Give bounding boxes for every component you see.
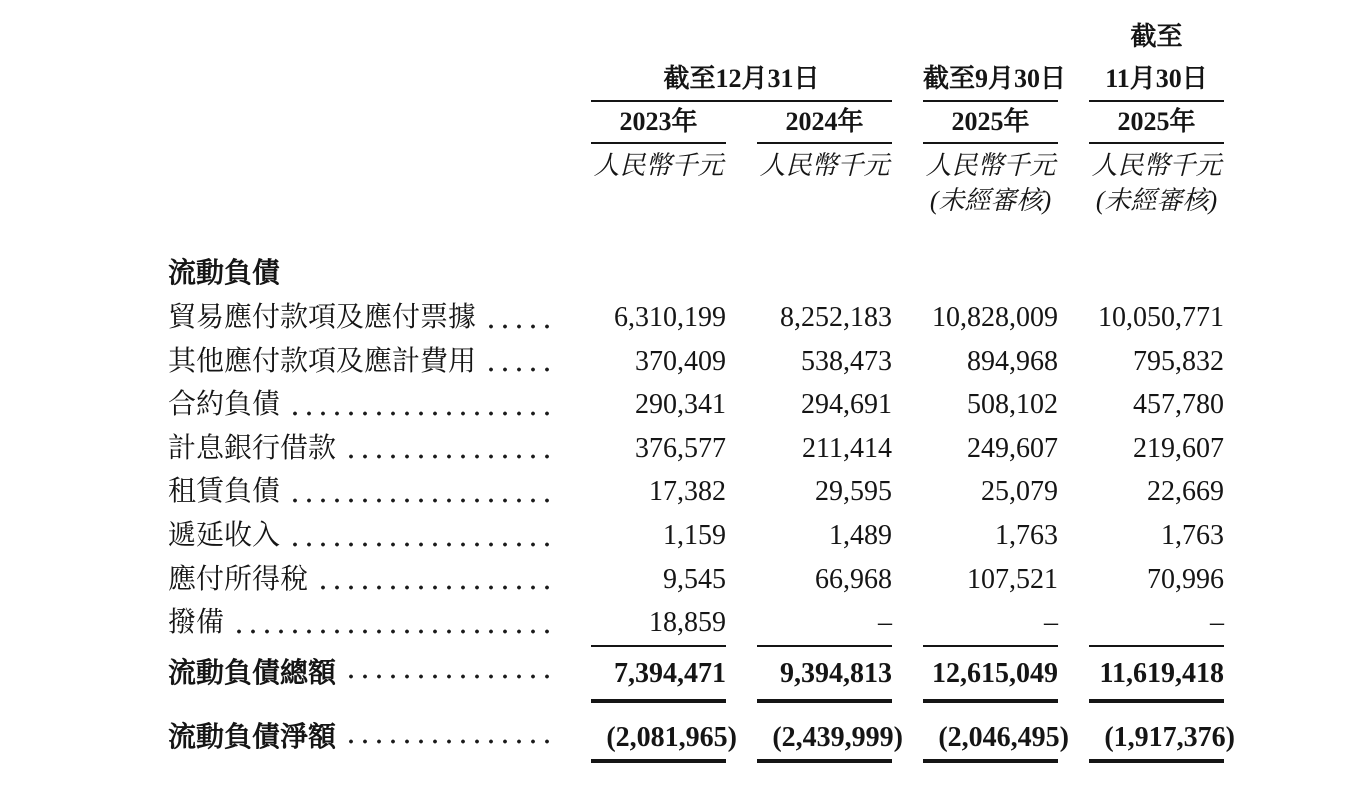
dot-leader	[342, 721, 556, 763]
table-cell: –	[1210, 607, 1224, 639]
table-cell: 457,780	[1133, 389, 1224, 421]
header-year-2025-sep: 2025年	[923, 102, 1058, 144]
unit-label-col4: 人民幣千元	[1091, 151, 1222, 180]
table-cell: 294,691	[801, 389, 892, 421]
table-row	[168, 383, 1225, 427]
double-rule	[757, 759, 892, 763]
table-cell: 1,159	[663, 519, 726, 551]
header-row-pre	[168, 16, 1225, 58]
row-label: 合約負債	[168, 389, 281, 421]
dot-leader	[342, 657, 556, 703]
table-cell: 1,763	[1161, 519, 1224, 551]
unit-label-col2: 人民幣千元	[759, 151, 890, 180]
table-cell: 795,832	[1133, 345, 1224, 377]
row-label: 應付所得稅	[168, 563, 309, 595]
dot-leader	[342, 427, 556, 471]
header-col4-period: 11月30日	[1089, 58, 1224, 102]
table-cell: 1,489	[829, 519, 892, 551]
table-cell: 249,607	[967, 432, 1058, 464]
table-cell: 17,382	[649, 476, 726, 508]
unaudited-note-col3: (未經審核)	[929, 186, 1052, 215]
unit-label-col3: 人民幣千元	[925, 151, 1056, 180]
table-cell: 538,473	[801, 345, 892, 377]
header-year-2025-nov: 2025年	[1089, 102, 1224, 144]
table-cell: 376,577	[635, 432, 726, 464]
net-cell: (1,917,376)	[1104, 721, 1235, 753]
double-rule	[591, 759, 726, 763]
dot-leader	[286, 470, 556, 514]
table-cell: 6,310,199	[614, 302, 726, 333]
header-col3-period: 截至9月30日	[923, 58, 1058, 102]
unaudited-note-col4: (未經審核)	[1095, 186, 1218, 215]
table-cell: 29,595	[815, 476, 892, 508]
table-cell: 10,050,771	[1098, 302, 1224, 333]
dot-leader	[286, 514, 556, 558]
row-label: 計息銀行借款	[168, 432, 337, 464]
total-cell: 12,615,049	[932, 657, 1058, 689]
total-cell: 7,394,471	[614, 657, 726, 689]
table-cell: 894,968	[967, 345, 1058, 377]
row-label: 遞延收入	[168, 519, 281, 551]
table-cell: 290,341	[635, 389, 726, 421]
row-label: 租賃負債	[168, 476, 281, 508]
table-cell: –	[1044, 607, 1058, 639]
row-label: 其他應付款項及應計費用	[168, 345, 477, 377]
table-cell: 1,763	[995, 519, 1058, 551]
header-group-dec31: 截至12月31日	[591, 58, 892, 102]
dot-leader	[286, 383, 556, 427]
table-row	[168, 558, 1225, 602]
table-cell: –	[878, 607, 892, 639]
table-cell: 25,079	[981, 476, 1058, 508]
dot-leader	[230, 601, 556, 645]
dot-leader	[482, 296, 556, 340]
table-cell: 508,102	[967, 389, 1058, 421]
row-label: 撥備	[168, 607, 225, 639]
total-row	[168, 645, 1225, 703]
net-row	[168, 703, 1235, 763]
net-cell: (2,046,495)	[938, 721, 1069, 753]
table-cell: 211,414	[802, 432, 892, 464]
unit-label-col1: 人民幣千元	[593, 151, 724, 180]
total-cell: 11,619,418	[1099, 657, 1224, 689]
dot-leader	[482, 340, 556, 384]
table-cell: 10,828,009	[932, 302, 1058, 333]
header-year-2024: 2024年	[757, 102, 892, 144]
section-title: 流動負債	[168, 258, 281, 289]
net-cell: (2,081,965)	[606, 721, 737, 753]
table-row	[168, 601, 1225, 645]
header-row-unit	[168, 144, 1225, 186]
total-cell: 9,394,813	[780, 657, 892, 689]
table-cell: 219,607	[1133, 432, 1224, 464]
dot-leader	[314, 558, 556, 602]
header-row-years	[168, 102, 1225, 144]
current-liabilities-table	[168, 16, 1235, 763]
table-row	[168, 470, 1225, 514]
header-year-2023: 2023年	[591, 102, 726, 144]
table-cell: 8,252,183	[780, 302, 892, 333]
table-cell: 9,545	[663, 563, 726, 595]
header-row-periods	[168, 58, 1225, 102]
net-row-label: 流動負債淨額	[168, 721, 337, 753]
table-row	[168, 296, 1225, 340]
total-row-label: 流動負債總額	[168, 657, 337, 689]
table-row	[168, 340, 1225, 384]
header-col4-pre: 截至	[1130, 22, 1183, 51]
table-cell: 70,996	[1147, 563, 1224, 595]
table-cell: 22,669	[1147, 476, 1224, 508]
table-row	[168, 514, 1225, 558]
table-cell: 18,859	[649, 607, 726, 639]
table-row	[168, 427, 1225, 471]
table-cell: 66,968	[815, 563, 892, 595]
table-cell: 370,409	[635, 345, 726, 377]
row-label: 貿易應付款項及應付票據	[168, 302, 477, 333]
net-cell: (2,439,999)	[772, 721, 903, 753]
double-rule	[1089, 759, 1224, 763]
table-cell: 107,521	[967, 563, 1058, 595]
header-row-unaudited	[168, 186, 1225, 220]
double-rule	[923, 759, 1058, 763]
